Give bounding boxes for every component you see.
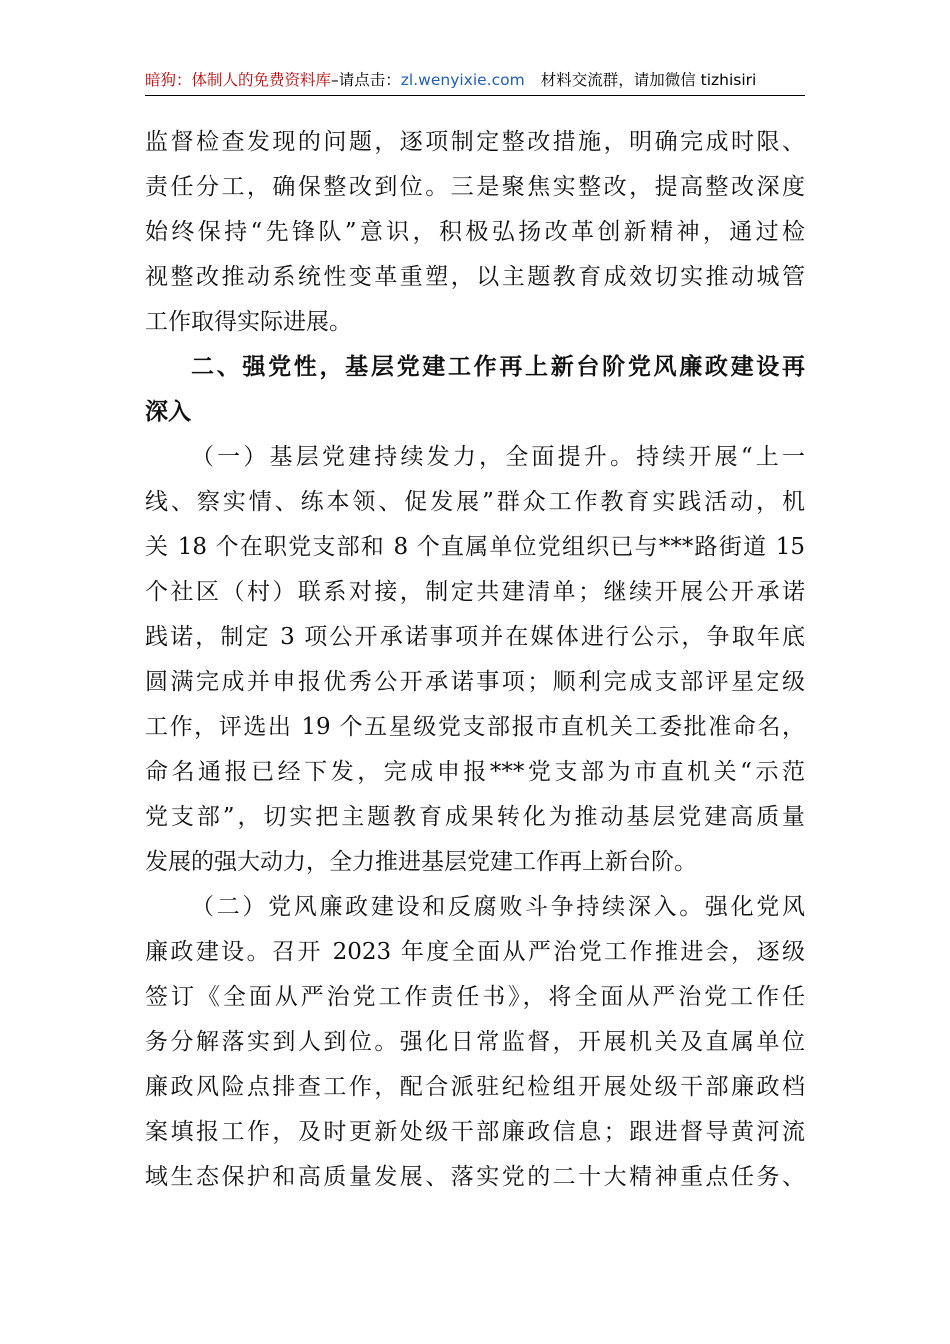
text-line: 监督检查发现的问题，逐项制定整改措施，明确完成时限、 (145, 129, 805, 155)
page-header (145, 66, 805, 94)
text-line: 签订《全面从严治党工作责任书》，将全面从严治党工作任 (145, 984, 805, 1010)
header-prompt: –请点击： (331, 71, 401, 89)
text-line: 务分解落实到人到位。强化日常监督，开展机关及直属单位 (145, 1029, 805, 1055)
text-line: 党支部”，切实把主题教育成果转化为推动基层党建高质量 (145, 804, 805, 830)
text-line: （二）党风廉政建设和反腐败斗争持续深入。强化党风 (191, 894, 805, 920)
text-line: 践诺，制定 3 项公开承诺事项并在媒体进行公示，争取年底 (145, 624, 805, 650)
header-link[interactable]: zl.wenyixie.com (400, 71, 525, 89)
text-line: 责任分工，确保整改到位。三是聚焦实整改，提高整改深度 (145, 174, 805, 200)
text-line: 工作，评选出 19 个五星级党支部报市直机关工委批准命名， (145, 714, 805, 740)
section-heading-continued: 深入 (145, 399, 191, 425)
text-line: 廉政风险点排查工作，配合派驻纪检组开展处级干部廉政档 (145, 1074, 805, 1100)
text-line: 始终保持“先锋队”意识，积极弘扬改革创新精神，通过检 (145, 219, 805, 245)
text-line: 域生态保护和高质量发展、落实党的二十大精神重点任务、 (145, 1164, 805, 1190)
text-line: 个社区（村）联系对接，制定共建清单；继续开展公开承诺 (145, 579, 805, 605)
document-body (145, 120, 805, 1200)
header-brand: 暗狗：体制人的免费资料库 (145, 71, 332, 89)
text-line: 命名通报已经下发，完成申报***党支部为市直机关“示范 (145, 759, 805, 785)
section-heading: 二、强党性，基层党建工作再上新台阶党风廉政建设再 (191, 354, 805, 380)
text-line: 发展的强大动力，全力推进基层党建工作再上新台阶。 (145, 849, 697, 875)
text-line: 线、察实情、练本领、促发展”群众工作教育实践活动，机 (145, 489, 805, 515)
text-line: 廉政建设。召开 2023 年度全面从严治党工作推进会，逐级 (145, 939, 805, 965)
text-line: （一）基层党建持续发力，全面提升。持续开展“上一 (191, 444, 805, 470)
text-line: 圆满完成并申报优秀公开承诺事项；顺利完成支部评星定级 (145, 669, 805, 695)
text-line: 工作取得实际进展。 (145, 309, 352, 335)
text-line: 视整改推动系统性变革重塑，以主题教育成效切实推动城管 (145, 264, 805, 290)
header-divider (145, 95, 805, 96)
text-line: 案填报工作，及时更新处级干部廉政信息；跟进督导黄河流 (145, 1119, 805, 1145)
header-contact: 材料交流群，请加微信 tizhisiri (540, 71, 757, 89)
text-line: 关 18 个在职党支部和 8 个直属单位党组织已与***路街道 15 (145, 534, 805, 560)
